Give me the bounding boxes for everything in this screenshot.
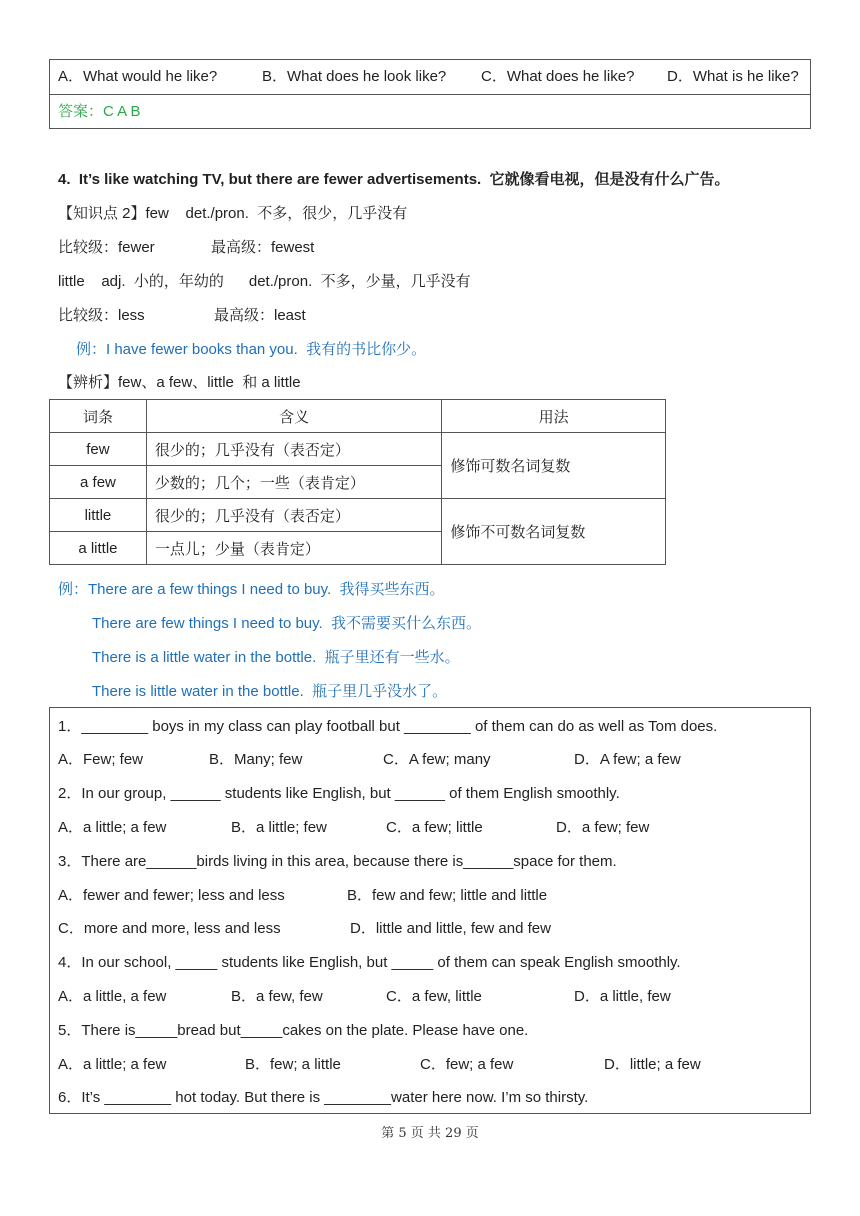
table-cell-meaning: 很少的；几乎没有（表否定） xyxy=(146,499,441,532)
table-row xyxy=(50,433,666,466)
q1-option-b: B．Many; few xyxy=(209,751,303,768)
q1-option-d: D．A few; a few xyxy=(574,751,681,768)
answer-text: 答案：C A B xyxy=(58,103,141,120)
question-5: 5．There is_____bread but_____cakes on the plate. Please have one. xyxy=(58,1022,529,1039)
little-comparative: 比较级：less xyxy=(58,307,145,324)
top-option-a: A．What would he like? xyxy=(58,68,218,85)
q4-option-c: C．a few, little xyxy=(386,988,482,1005)
q3-option-d: D．little and little, few and few xyxy=(350,920,551,937)
example-fewer: 例：I have fewer books than you. 我有的书比你少。 xyxy=(76,341,427,358)
question-4: 4．In our school, _____ students like English, but _____ of them can speak English smoothly. xyxy=(58,954,681,971)
q5-option-d: D．little; a few xyxy=(604,1056,701,1073)
q5-option-b: B．few; a little xyxy=(245,1056,341,1073)
q2-option-d: D．a few; few xyxy=(556,819,650,836)
table-cell-meaning: 很少的；几乎没有（表否定） xyxy=(146,433,441,466)
top-option-c: C．What does he like? xyxy=(481,68,635,85)
page-footer: 第 5 页 共 29 页 xyxy=(381,1126,479,1141)
table-header-row xyxy=(50,400,666,433)
top-question-divider xyxy=(49,94,811,95)
q4-option-a: A．a little, a few xyxy=(58,988,167,1005)
q4-option-d: D．a little, few xyxy=(574,988,671,1005)
few-comparative: 比较级：fewer xyxy=(58,239,155,256)
question-6: 6．It’s ________ hot today. But there is ________water here now. I’m so thirsty. xyxy=(58,1089,589,1106)
q1-option-c: C．A few; many xyxy=(383,751,491,768)
q3-option-b: B．few and few; little and little xyxy=(347,887,548,904)
table-cell-meaning: 一点儿；少量（表肯定） xyxy=(146,532,441,565)
question-2: 2．In our group, ______ students like English, but ______ of them English smoothly. xyxy=(58,785,620,802)
little-superlative: 最高级：least xyxy=(214,307,306,324)
table-header-word: 词条 xyxy=(50,400,147,433)
q1-option-a: A．Few; few xyxy=(58,751,144,768)
example-sentence: 例：There are a few things I need to buy. 我得买些东西。 xyxy=(58,581,445,598)
table-cell-word: a little xyxy=(50,532,147,565)
example-sentence: There are few things I need to buy. 我不需要买什么东西。 xyxy=(92,615,482,632)
section-heading: 4. It’s like watching TV, but there are fewer advertisements. 它就像看电视，但是没有什么广告。 xyxy=(58,171,730,188)
q3-option-a: A．fewer and fewer; less and less xyxy=(58,887,285,904)
q5-option-c: C．few; a few xyxy=(420,1056,514,1073)
table-cell-word: few xyxy=(50,433,147,466)
top-option-d: D．What is he like? xyxy=(667,68,799,85)
q4-option-b: B．a few, few xyxy=(231,988,323,1005)
analysis-title: 【辨析】few、a few、little 和 a little xyxy=(58,374,301,391)
table-cell-word: little xyxy=(50,499,147,532)
question-1: 1．________ boys in my class can play football but ________ of them can do as well as Tom does. xyxy=(58,718,718,735)
top-option-b: B．What does he look like? xyxy=(262,68,447,85)
little-definition: little adj. 小的，年幼的 det./pron. 不多，少量，几乎没有 xyxy=(58,273,471,290)
q2-option-c: C．a few; little xyxy=(386,819,483,836)
knowledge-point: 【知识点 2】few det./pron. 不多，很少，几乎没有 xyxy=(58,205,408,222)
few-superlative: 最高级：fewest xyxy=(211,239,315,256)
table-header-usage: 用法 xyxy=(442,400,666,433)
table-header-meaning: 含义 xyxy=(146,400,441,433)
q5-option-a: A．a little; a few xyxy=(58,1056,167,1073)
table-cell-meaning: 少数的；几个；一些（表肯定） xyxy=(146,466,441,499)
q2-option-a: A．a little; a few xyxy=(58,819,167,836)
table-cell-usage: 修饰不可数名词复数 xyxy=(442,499,666,565)
q3-option-c: C．more and more, less and less xyxy=(58,920,281,937)
table-cell-word: a few xyxy=(50,466,147,499)
example-sentence: There is a little water in the bottle. 瓶子里还有一些水。 xyxy=(92,649,460,666)
example-sentence: There is little water in the bottle. 瓶子里几乎没水了。 xyxy=(92,683,448,700)
table-cell-usage: 修饰可数名词复数 xyxy=(442,433,666,499)
q2-option-b: B．a little; few xyxy=(231,819,327,836)
comparison-table xyxy=(49,399,666,565)
table-row xyxy=(50,499,666,532)
question-3: 3．There are______birds living in this area, because there is______space for them. xyxy=(58,853,617,870)
